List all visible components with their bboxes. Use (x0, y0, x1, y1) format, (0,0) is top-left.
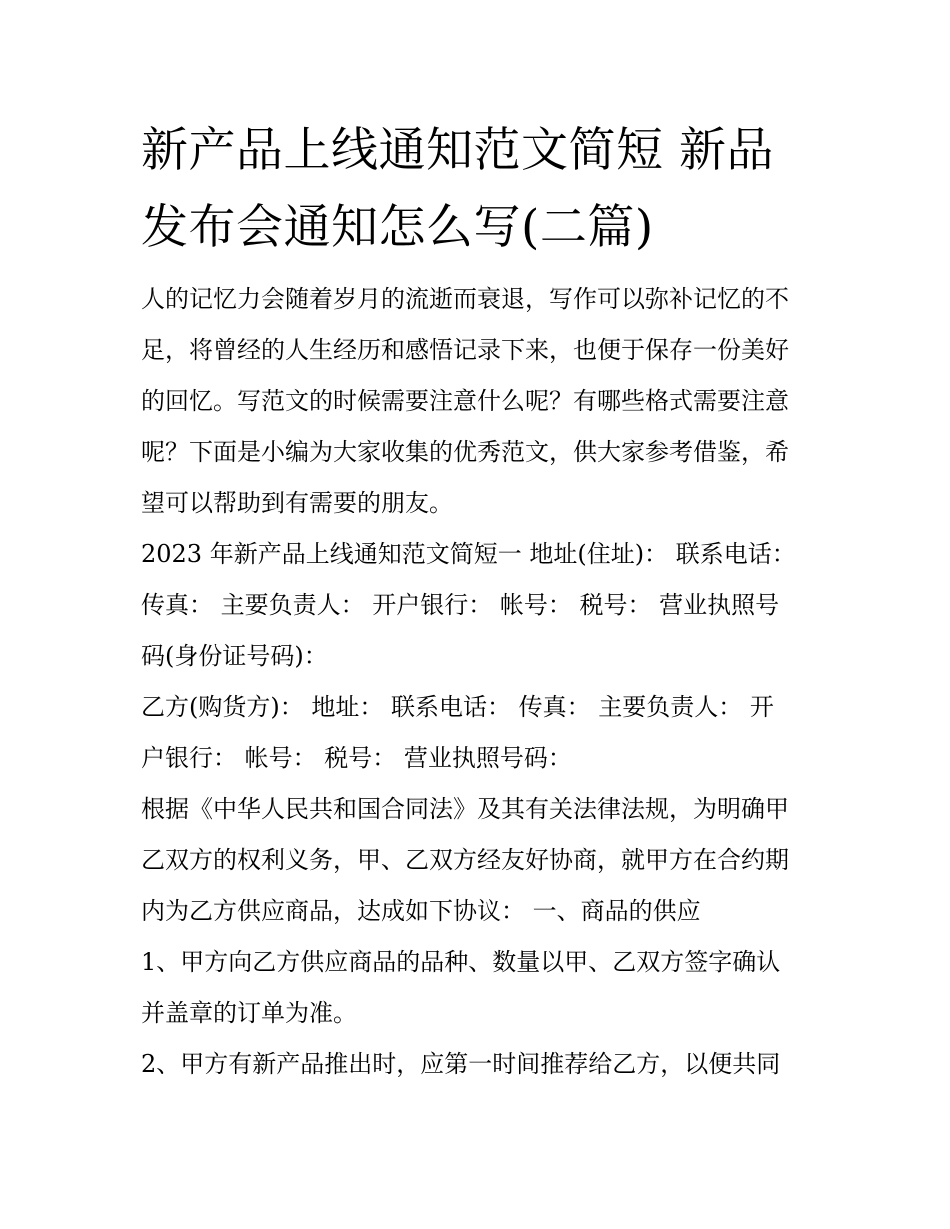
clause-2-paragraph (141, 1039, 821, 1090)
text-line: 传真： 主要负责人： 开户银行： 帐号： 税号： 营业执照号 (141, 591, 780, 619)
text-line: 1、甲方向乙方供应商品的品种、数量以甲、乙双方签字确认 (141, 948, 781, 976)
text-line: 足，将曾经的人生经历和感悟记录下来，也便于保存一份美好 (141, 336, 789, 364)
text-line: 呢？下面是小编为大家收集的优秀范文，供大家参考借鉴，希 (141, 438, 789, 466)
text-line: 乙方(购货方)： 地址： 联系电话： 传真： 主要负责人： 开 (141, 693, 774, 721)
text-line: 户银行： 帐号： 税号： 营业执照号码： (141, 744, 572, 772)
text-line: 乙双方的权利义务，甲、乙双方经友好协商，就甲方在合约期 (141, 846, 789, 874)
clause-1-paragraph (141, 937, 821, 1039)
text-line: 并盖章的订单为准。 (141, 999, 357, 1027)
party-a-info-paragraph (141, 529, 821, 682)
text-line: 2023 年新产品上线通知范文简短一 地址(住址)： 联系电话： (141, 540, 796, 568)
text-line: 的回忆。写范文的时候需要注意什么呢？有哪些格式需要注意 (141, 387, 789, 415)
party-b-info-paragraph (141, 682, 821, 784)
text-line: 内为乙方供应商品，达成如下协议： 一、商品的供应 (141, 897, 701, 925)
text-line: 根据《中华人民共和国合同法》及其有关法律法规，为明确甲 (141, 795, 789, 823)
document-body (141, 274, 821, 1090)
intro-paragraph (141, 274, 821, 529)
text-line: 2、甲方有新产品推出时，应第一时间推荐给乙方，以便共同 (141, 1050, 781, 1078)
text-line: 望可以帮助到有需要的朋友。 (141, 489, 453, 517)
document-content (141, 112, 821, 1090)
text-line: 人的记忆力会随着岁月的流逝而衰退，写作可以弥补记忆的不 (141, 285, 789, 313)
text-line: 码(身份证号码)： (141, 642, 328, 670)
document-title (141, 112, 821, 266)
title-line: 新产品上线通知范文简短 新品 (141, 123, 774, 178)
title-line: 发布会通知怎么写(二篇) (141, 200, 654, 255)
agreement-basis-paragraph (141, 784, 821, 937)
